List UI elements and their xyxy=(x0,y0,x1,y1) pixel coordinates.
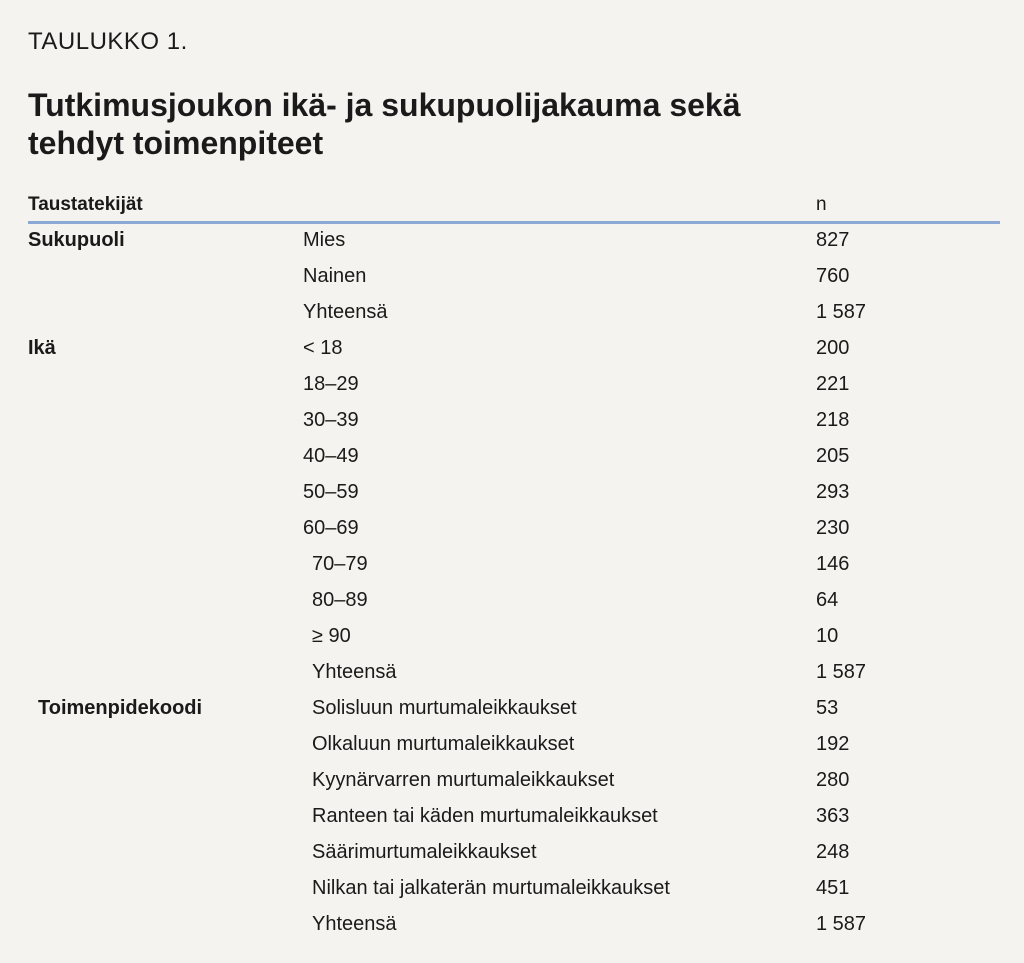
row-count: 218 xyxy=(816,409,850,431)
table-row xyxy=(0,656,1024,692)
table-header xyxy=(28,194,1000,222)
table-row xyxy=(0,332,1024,368)
header-n: n xyxy=(816,194,827,215)
row-subcategory: Ranteen tai käden murtumaleikkaukset xyxy=(312,805,658,827)
table-row xyxy=(0,836,1024,872)
table-row xyxy=(0,692,1024,728)
row-count: 53 xyxy=(816,697,839,719)
table-body xyxy=(0,224,1024,944)
row-count: 293 xyxy=(816,481,850,503)
table-row xyxy=(0,800,1024,836)
row-subcategory: < 18 xyxy=(303,337,343,359)
table-row xyxy=(0,728,1024,764)
row-subcategory: Olkaluun murtumaleikkaukset xyxy=(312,733,575,755)
row-count: 200 xyxy=(816,337,850,359)
row-subcategory: 30–39 xyxy=(303,409,359,431)
table-row xyxy=(0,404,1024,440)
row-count: 10 xyxy=(816,625,839,647)
table-title: Tutkimusjoukon ikä- ja sukupuolijakauma sekä tehdyt toimenpiteet xyxy=(28,87,741,161)
table-row xyxy=(0,260,1024,296)
row-subcategory: Säärimurtumaleikkaukset xyxy=(312,841,537,863)
row-category: Sukupuoli xyxy=(28,229,125,251)
table-label: TAULUKKO 1. xyxy=(28,28,188,55)
table-row xyxy=(0,548,1024,584)
row-count: 280 xyxy=(816,769,850,791)
table-row xyxy=(0,224,1024,260)
table-row xyxy=(0,512,1024,548)
row-subcategory: Nainen xyxy=(303,265,367,287)
row-count: 221 xyxy=(816,373,850,395)
row-count: 827 xyxy=(816,229,850,251)
row-count: 248 xyxy=(816,841,850,863)
row-count: 230 xyxy=(816,517,850,539)
row-subcategory: Kyynärvarren murtumaleikkaukset xyxy=(312,769,615,791)
row-count: 64 xyxy=(816,589,839,611)
row-subcategory: Solisluun murtumaleikkaukset xyxy=(312,697,577,719)
row-subcategory: 18–29 xyxy=(303,373,359,395)
table-row xyxy=(0,476,1024,512)
table-row xyxy=(0,440,1024,476)
row-subcategory: 60–69 xyxy=(303,517,359,539)
table-row xyxy=(0,296,1024,332)
row-subcategory: ≥ 90 xyxy=(312,625,351,647)
row-count: 205 xyxy=(816,445,850,467)
row-count: 1 587 xyxy=(816,913,867,935)
row-count: 192 xyxy=(816,733,850,755)
table-row xyxy=(0,764,1024,800)
header-background-factors: Taustatekijät xyxy=(28,194,143,215)
row-subcategory: 70–79 xyxy=(312,553,368,575)
row-subcategory: Mies xyxy=(303,229,346,251)
row-subcategory: 50–59 xyxy=(303,481,359,503)
row-subcategory: 80–89 xyxy=(312,589,368,611)
table-row xyxy=(0,872,1024,908)
row-subcategory: 40–49 xyxy=(303,445,359,467)
table-row xyxy=(0,368,1024,404)
row-category: Ikä xyxy=(28,337,56,359)
row-category: Toimenpidekoodi xyxy=(38,697,203,719)
table-row xyxy=(0,908,1024,944)
row-count: 1 587 xyxy=(816,301,867,323)
table-row xyxy=(0,620,1024,656)
row-count: 451 xyxy=(816,877,850,899)
row-subcategory: Yhteensä xyxy=(303,301,388,323)
row-count: 1 587 xyxy=(816,661,867,683)
row-subcategory: Nilkan tai jalkaterän murtumaleikkaukset xyxy=(312,877,670,899)
row-subcategory: Yhteensä xyxy=(312,661,397,683)
row-subcategory: Yhteensä xyxy=(312,913,397,935)
row-count: 363 xyxy=(816,805,850,827)
table-row xyxy=(0,584,1024,620)
row-count: 760 xyxy=(816,265,850,287)
row-count: 146 xyxy=(816,553,850,575)
